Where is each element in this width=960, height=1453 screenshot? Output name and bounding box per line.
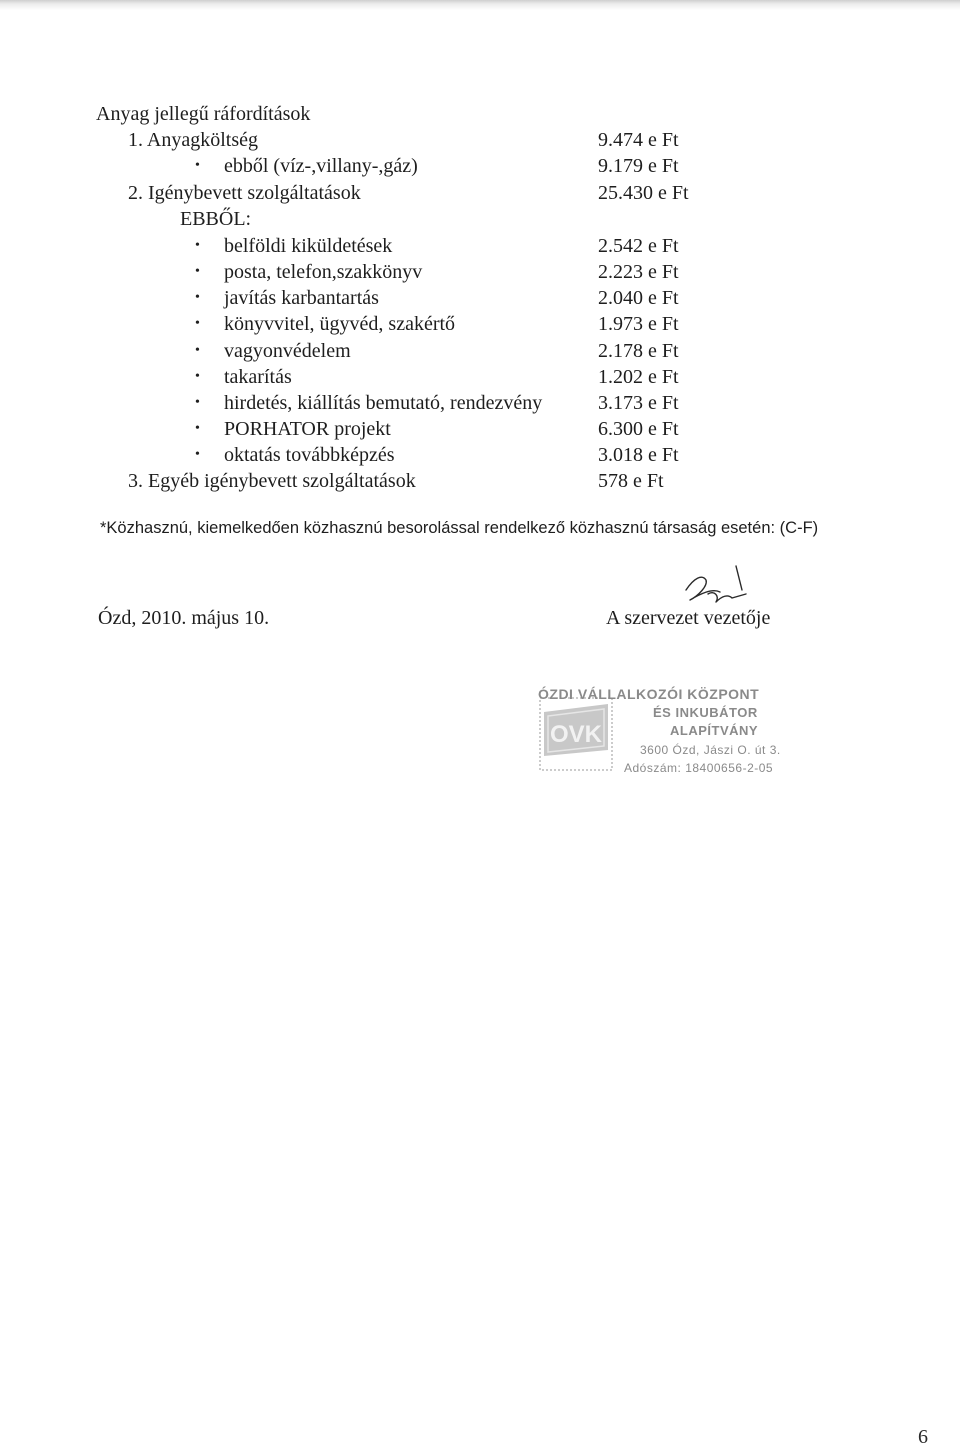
footnote: *Közhasznú, kiemelkedően közhasznú besorolással rendelkező közhasznú társaság esetén: (C-F) [100, 519, 819, 537]
item-label: takarítás [224, 366, 292, 388]
bullet-icon: • [195, 238, 200, 253]
stamp-line: Adószám: 18400656-2-05 [624, 761, 774, 775]
item-amount: 2.542 e Ft [598, 235, 679, 257]
scan-top-edge [0, 0, 960, 10]
section-heading: Anyag jellegű ráfordítások [96, 103, 311, 125]
bullet-icon: • [195, 316, 200, 331]
bullet-icon: • [195, 264, 200, 279]
item-amount: 6.300 e Ft [598, 418, 679, 440]
item-amount: 3.018 e Ft [598, 444, 679, 466]
stamp-line: ALAPÍTVÁNY [670, 723, 759, 738]
item-label: belföldi kiküldetések [224, 235, 393, 257]
item-amount: 3.173 e Ft [598, 392, 679, 414]
stamp-line: ÓZDI VÁLLALKOZÓI KÖZPONT [538, 686, 760, 702]
item-label: 2. Igénybevett szolgáltatások [128, 182, 361, 204]
item-amount: 2.223 e Ft [598, 261, 679, 283]
bullet-icon: • [195, 343, 200, 358]
bullet-icon: • [195, 290, 200, 305]
organization-stamp [520, 680, 840, 795]
item-label: 3. Egyéb igénybevett szolgáltatások [128, 470, 416, 492]
place-date: Ózd, 2010. május 10. [98, 607, 270, 629]
item-amount: 9.179 e Ft [598, 155, 679, 177]
page-number: 6 [918, 1426, 928, 1448]
item-amount: 2.040 e Ft [598, 287, 679, 309]
item-amount: 1.202 e Ft [598, 366, 679, 388]
item-label: hirdetés, kiállítás bemutató, rendezvény [224, 392, 543, 414]
bullet-icon: • [195, 369, 200, 384]
stamp-logo-icon [538, 694, 614, 774]
stamp-line: 3600 Ózd, Jászi O. út 3. [640, 743, 781, 757]
item-label: 1. Anyagköltség [128, 129, 258, 151]
item-amount: 9.474 e Ft [598, 129, 679, 151]
stamp-line: ÉS INKUBÁTOR [653, 705, 758, 720]
svg-text:OVK: OVK [549, 721, 603, 748]
item-amount: 25.430 e Ft [598, 182, 689, 204]
item-label: könyvvitel, ügyvéd, szakértő [224, 313, 456, 335]
bullet-icon: • [195, 158, 200, 173]
item-amount: 1.973 e Ft [598, 313, 679, 335]
bullet-icon: • [195, 447, 200, 462]
item-amount: 2.178 e Ft [598, 340, 679, 362]
bullet-icon: • [195, 421, 200, 436]
item-label: PORHATOR projekt [224, 418, 391, 440]
bullet-icon: • [195, 395, 200, 410]
item-label: oktatás továbbképzés [224, 444, 395, 466]
item-label: vagyonvédelem [224, 340, 351, 362]
signatory-label: A szervezet vezetője [606, 607, 771, 629]
item-label: ebből (víz-,villany-,gáz) [224, 155, 418, 177]
item-label: EBBŐL: [180, 208, 252, 230]
item-label: javítás karbantartás [224, 287, 379, 309]
item-amount: 578 e Ft [598, 470, 664, 492]
item-label: posta, telefon,szakkönyv [224, 261, 423, 283]
